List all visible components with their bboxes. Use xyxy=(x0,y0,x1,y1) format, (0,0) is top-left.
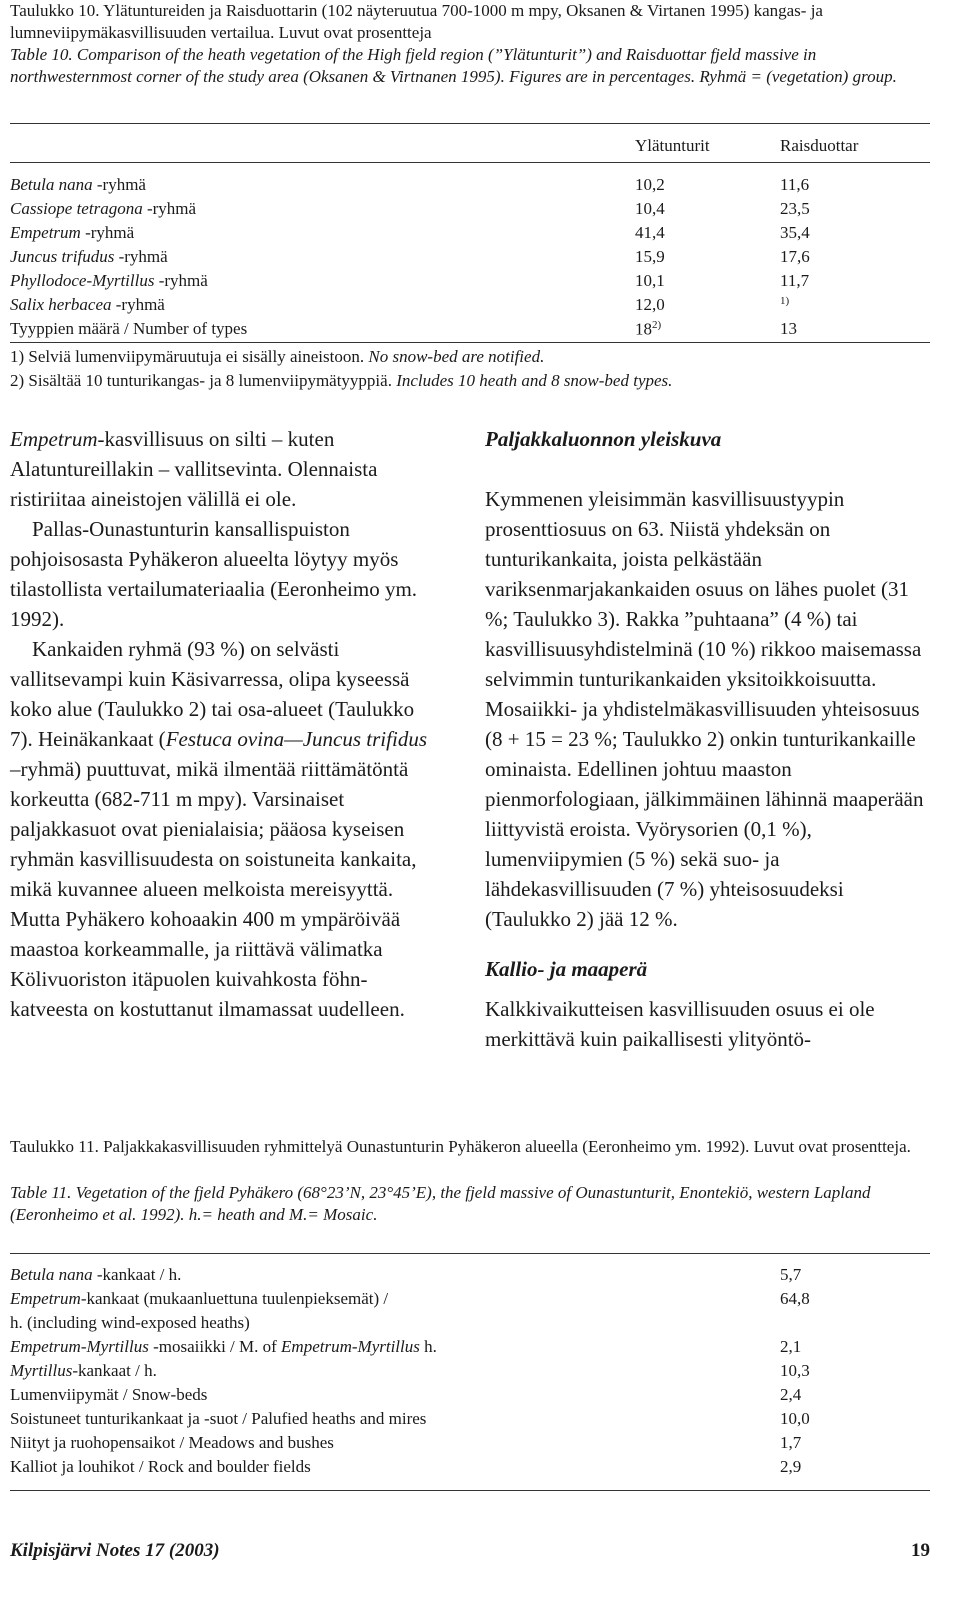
table10-note-1: 1) Selviä lumenviipymäruutuja ei sisälly aineistoon. No snow-bed are notified. xyxy=(10,347,545,366)
left-paragraph-3: Kankaiden ryhmä (93 %) on selvästi vallitsevampi kuin Käsivarressa, olipa kyseessä koko alue (Taulukko 2) tai osa-alueet (Taulukko 7). Heinäkankaat (Festuca ovina—Juncus trifidus –ryhmä) puuttuvat, mikä ilmentää riittämätöntä korkeutta (682-711 m mpy). Varsinaiset paljakkasuot ovat pienialaisia; pääosa kyseisen ryhmän kasvillisuudesta on soistuneita kankaita, mikä kuvannee alueen melkoista mereisyyttä. Mutta Pyhäkero kohoaakin 400 m ympäröivää maastoa korkeammalle, ja riittävä välimatka Kölivuoriston itäpuolen kuivahkosta föhn-katveesta on kostuttanut ilmamassat uudelleen. xyxy=(10,637,427,1021)
value-ylatunturit: 12,0 xyxy=(635,295,665,314)
table-row: Lumenviipymät / Snow-beds 2,4 xyxy=(10,1385,802,1404)
table-row xyxy=(10,247,930,271)
types-value-2: 13 xyxy=(780,319,797,338)
group-name: Cassiope tetragona -ryhmä xyxy=(10,199,197,218)
table-row: Empetrum-Myrtillus -mosaiikki / M. of Empetrum-Myrtillus h. 2,1 xyxy=(10,1337,802,1356)
value-ylatunturit: 15,9 xyxy=(635,247,665,266)
page-number: 19 xyxy=(911,1540,930,1561)
table10-bottom-rule xyxy=(10,342,930,343)
table-row: Soistuneet tunturikankaat ja -suot / Palufied heaths and mires 10,0 xyxy=(10,1409,810,1428)
section-heading-kallio: Kallio- ja maaperä xyxy=(485,957,648,981)
right-column xyxy=(485,424,925,1054)
value-raisduottar: 11,7 xyxy=(780,271,810,290)
journal-title: Kilpisjärvi Notes 17 (2003) xyxy=(10,1540,220,1561)
group-name: Empetrum -ryhmä xyxy=(10,223,135,242)
group-name: Salix herbacea -ryhmä xyxy=(10,295,165,314)
value-raisduottar: 23,5 xyxy=(780,199,810,218)
value-ylatunturit: 10,2 xyxy=(635,175,665,194)
group-name: Betula nana -ryhmä xyxy=(10,175,146,194)
right-paragraph-1: Kymmenen yleisimmän kasvillisuustyypin prosenttiosuus on 63. Niistä yhdeksän on tunturikankaita, joista pelkästään variksenmarjakankaiden osuus on lähes puolet (31 %; Taulukko 3). Rakka ”puhtaana” (4 %) tai kasvillisuusyhdistelminä (10 %) rikkoo maisemassa selvimmin tunturikankaiden yksitoikkoisuutta. Mosaiikki- ja yhdistelmäkasvillisuuden yhteisosuus (8 + 15 = 23 %; Taulukko 2) onkin tunturikankaille ominaista. Edellinen johtuu maaston pienmorfologiaan, jälkimmäinen lähinnä maaperään liittyvistä eroista. Vyörysorien (0,1 %), lumenviipymien (5 %) sekä suo- ja lähdekasvillisuuden (7 %) yhteisosuudeksi (Taulukko 2) jää 12 %. xyxy=(485,487,924,931)
group-name: Phyllodoce-Myrtillus -ryhmä xyxy=(10,271,208,290)
table11-caption-fi: Taulukko 11. Paljakkakasvillisuuden ryhmittelyä Ounastunturin Pyhäkeron alueella (Eeronheimo ym. 1992). Luvut ovat prosentteja. xyxy=(10,1137,911,1156)
left-column xyxy=(10,424,442,1024)
types-value-1: 18$^{2)}$ xyxy=(635,319,662,339)
value-ylatunturit: 10,4 xyxy=(635,199,665,218)
table10-note-2: 2) Sisältää 10 tunturikangas- ja 8 lumenviipymätyyppiä. Includes 10 heath and 8 snow-bed types. xyxy=(10,371,673,390)
table10-header-rule xyxy=(10,162,930,163)
table11-bottom-rule xyxy=(10,1490,930,1491)
table-row xyxy=(10,223,930,247)
value-raisduottar: 11,6 xyxy=(780,175,810,194)
value-raisduottar: 35,4 xyxy=(780,223,810,242)
value-raisduottar: 1) xyxy=(780,295,790,307)
table10-caption-fi: Taulukko 10. Ylätuntureiden ja Raisduottarin (102 näyteruutua 700-1000 m mpy, Oksanen & Virtanen 1995) kangas- ja lumneviipymäkasvillisuuden vertailua. Luvut ovat prosentteja xyxy=(10,1,823,42)
table10 xyxy=(10,175,930,343)
table11 xyxy=(10,1265,930,1481)
table-row: Empetrum-kankaat (mukaanluettuna tuulenpieksemät) / 64,8 xyxy=(10,1289,810,1308)
table-row xyxy=(10,175,930,199)
table-row: Myrtillus-kankaat / h. 10,3 xyxy=(10,1361,810,1380)
table-row xyxy=(10,271,930,295)
table-row: Kalliot ja louhikot / Rock and boulder fields 2,9 xyxy=(10,1457,802,1476)
table-row xyxy=(10,295,930,319)
table-row xyxy=(10,199,930,223)
left-paragraph-2: Pallas-Ounastunturin kansallispuiston pohjoisosasta Pyhäkeron alueelta löytyy myös tilastollista vertailumateriaalia (Eeronheimo ym. 1992). xyxy=(10,517,418,631)
table11-caption-en: Table 11. Vegetation of the fjeld Pyhäkero (68°23’N, 23°45’E), the fjeld massive of Ounastunturit, Enontekiö, western Lapland (Eeronheimo et al. 1992). h.= heath and M.= Mosaic. xyxy=(10,1183,871,1224)
table10-caption-en: Table 10. Comparison of the heath vegetation of the High fjeld region (”Ylätunturit”) and Raisduottar fjeld massive in northwesternmost corner of the study area (Oksanen & Virtnanen 1995). Figures are in percentages. Ryhmä = (vegetation) group. xyxy=(10,45,897,86)
table-row: h. (including wind-exposed heaths) xyxy=(10,1313,250,1332)
section-heading-paljakka: Paljakkaluonnon yleiskuva xyxy=(485,427,722,451)
group-name: Juncus trifudus -ryhmä xyxy=(10,247,168,266)
value-ylatunturit: 41,4 xyxy=(635,223,665,242)
left-paragraph-1: Empetrum-kasvillisuus on silti – kuten Alatuntureillakin – vallitsevinta. Olennaista ristiriitaa aineistojen välillä ei ole. xyxy=(10,427,378,511)
table10-col-raisduottar: Raisduottar xyxy=(780,136,859,155)
table-row: Betula nana -kankaat / h. 5,7 xyxy=(10,1265,802,1284)
right-paragraph-2: Kalkkivaikutteisen kasvillisuuden osuus ei ole merkittävä kuin paikallisesti ylityöntö- xyxy=(485,997,875,1051)
table-row: Niityt ja ruohopensaikot / Meadows and bushes 1,7 xyxy=(10,1433,802,1452)
table10-top-rule xyxy=(10,123,930,124)
table11-top-rule xyxy=(10,1253,930,1254)
table10-col-ylatunturit: Ylätunturit xyxy=(635,136,710,155)
value-ylatunturit: 10,1 xyxy=(635,271,665,290)
value-raisduottar: 17,6 xyxy=(780,247,810,266)
table-row xyxy=(10,319,930,343)
types-label: Tyyppien määrä / Number of types xyxy=(10,319,248,338)
